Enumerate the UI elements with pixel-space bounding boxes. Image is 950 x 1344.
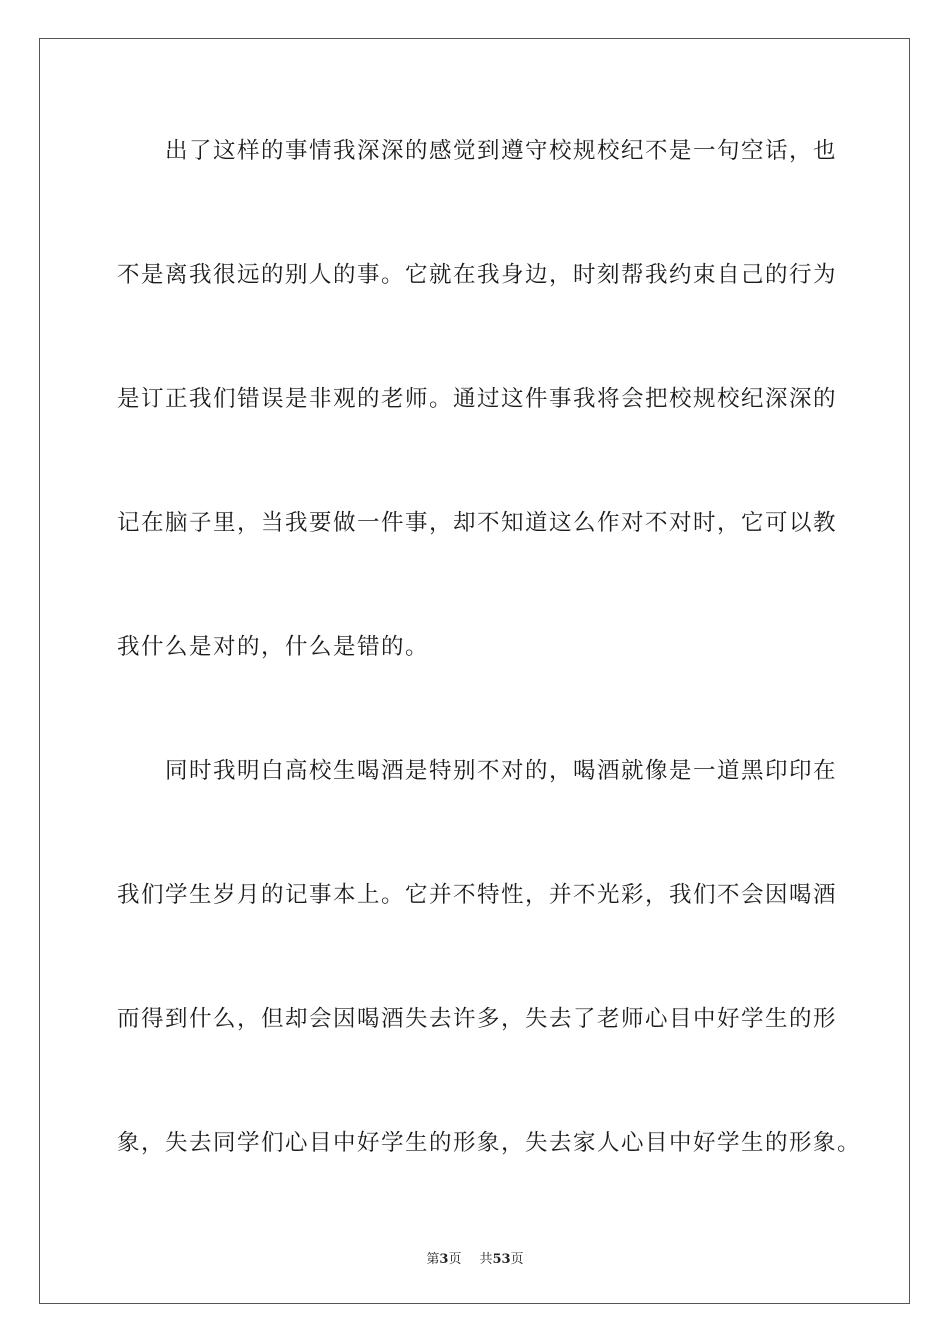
footer-total-pages: 53 [492,1252,511,1267]
body-text-line: 出了这样的事情我深深的感觉到遵守校规校纪不是一句空话，也 [117,138,838,164]
body-text-line: 不是离我很远的别人的事。它就在我身边，时刻帮我约束自己的行为 [117,262,838,288]
footer-page-number: 3 [439,1252,449,1267]
body-text-line: 象，失去同学们心目中好学生的形象，失去家人心目中好学生的形象。 [117,1130,862,1156]
body-text-line: 我们学生岁月的记事本上。它并不特性，并不光彩，我们不会因喝酒 [117,882,838,908]
body-text-line: 记在脑子里，当我要做一件事，却不知道这么作对不对时，它可以教 [117,510,838,536]
body-text-line: 同时我明白高校生喝酒是特别不对的，喝酒就像是一道黑印印在 [117,758,838,784]
body-text-line: 我什么是对的，什么是错的。 [117,634,430,660]
body-text-line: 是订正我们错误是非观的老师。通过这件事我将会把校规校纪深深的 [117,386,838,412]
footer-total-suffix: 页 [510,1252,524,1267]
body-text-line: 而得到什么，但却会因喝酒失去许多，失去了老师心目中好学生的形 [117,1006,838,1032]
page-border [39,38,910,1304]
footer-page-suffix: 页 [448,1252,462,1267]
footer-page-prefix: 第 [426,1252,440,1267]
footer-total-prefix: 共 [479,1252,493,1267]
page-footer [0,1248,950,1267]
